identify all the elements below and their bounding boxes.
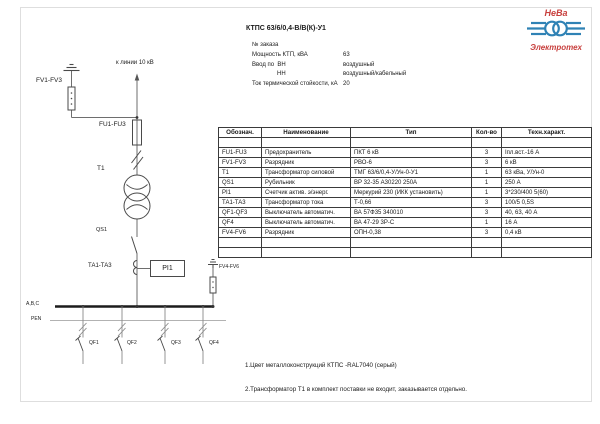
cell-char: 3*230/400 5(60) xyxy=(502,188,592,198)
drawing-title: КТПС 63/6/0,4-В/В(К)-У1 xyxy=(246,25,326,32)
cell-name: Выключатель автоматич. xyxy=(262,208,351,218)
table-empty-row xyxy=(219,138,592,148)
table-row xyxy=(219,218,592,228)
cell-name: Выключатель автоматич. xyxy=(262,218,351,228)
t1-label: Т1 xyxy=(97,165,105,172)
table-row xyxy=(219,198,592,208)
table-empty-row xyxy=(219,238,592,248)
meter-pi1-box: PI1 xyxy=(150,260,185,277)
cell-qty: 3 xyxy=(472,208,502,218)
table-row xyxy=(219,158,592,168)
cell-char: 63 кВа, У/Ун-0 xyxy=(502,168,592,178)
line-arrow-icon xyxy=(135,74,140,81)
cell-char: 0,4 кВ xyxy=(502,228,592,238)
feeder-qf1 xyxy=(76,307,87,365)
cell-designation: PI1 xyxy=(219,188,262,198)
cell-designation: Т1 xyxy=(219,168,262,178)
logo-name-bottom: Электротех xyxy=(530,43,582,52)
cell-name: Разрядник xyxy=(262,228,351,238)
transformer-circles-icon xyxy=(527,18,585,39)
feeder-qf2 xyxy=(115,307,126,365)
table-header-row xyxy=(219,128,592,138)
cell-designation: FU1-FU3 xyxy=(219,148,262,158)
cell-designation: ТА1-ТА3 xyxy=(219,198,262,208)
switch-qs1-icon xyxy=(132,237,138,254)
fu1-fu3-label: FU1-FU3 xyxy=(99,121,126,128)
surge-arrester-fv4-icon xyxy=(210,277,216,293)
col-characteristics: Техн.характ. xyxy=(502,128,592,138)
input-nn-value: воздушный/кабельный xyxy=(343,71,407,77)
cell-char: 250 А xyxy=(502,178,592,188)
cell-designation: FV4-FV6 xyxy=(219,228,262,238)
cell-char: Iпл.вст.-16 А xyxy=(502,148,592,158)
col-type: Тип xyxy=(351,128,472,138)
fv4-fv6-label: FV4-FV6 xyxy=(219,264,240,270)
table-empty-row xyxy=(219,248,592,258)
cell-designation: FV1-FV3 xyxy=(219,158,262,168)
qf1-label: QF1 xyxy=(89,340,99,346)
feeder-qf3 xyxy=(158,307,169,365)
cell-name: Трансформатор силовой xyxy=(262,168,351,178)
cell-qty: 1 xyxy=(472,168,502,178)
company-logo xyxy=(524,9,588,52)
cell-type: ВА 57Ф35 340010 xyxy=(351,208,472,218)
input-nn-label: НН xyxy=(277,71,286,77)
cell-char: 6 кВ xyxy=(502,158,592,168)
cell-designation: QF1-QF3 xyxy=(219,208,262,218)
col-qty: Кол-во xyxy=(472,128,502,138)
qf3-label: QF3 xyxy=(171,340,181,346)
notes-block xyxy=(245,346,467,402)
cell-qty: 3 xyxy=(472,158,502,168)
cell-name: Предохранитель xyxy=(262,148,351,158)
feeder-qf4 xyxy=(196,307,207,365)
table-row xyxy=(219,208,592,218)
current-transformer-ta-icon xyxy=(134,261,137,275)
power-label: Мощность КТП, кВА xyxy=(252,52,308,58)
cell-designation: QS1 xyxy=(219,178,262,188)
cell-type: ПКТ 6 кВ xyxy=(351,148,472,158)
logo-name-top: НеВа xyxy=(544,8,568,18)
cell-char: 40, 63, 40 А xyxy=(502,208,592,218)
table-row xyxy=(219,178,592,188)
cell-type: ОПН-0,38 xyxy=(351,228,472,238)
qf4-label: QF4 xyxy=(209,340,219,346)
cell-type: Т-0,66 xyxy=(351,198,472,208)
line-10kv-label: к линии 10 кВ xyxy=(116,60,154,66)
power-value: 63 xyxy=(343,52,350,58)
surge-arrester-fv1-icon xyxy=(68,87,75,110)
qf2-label: QF2 xyxy=(127,340,137,346)
cell-qty: 3 xyxy=(472,198,502,208)
cell-type: ТМГ 63/6/0,4-У/Ун-0-У1 xyxy=(351,168,472,178)
input-vn-value: воздушный xyxy=(343,62,375,68)
col-designation: Обознач. xyxy=(219,128,262,138)
table-row xyxy=(219,148,592,158)
ta1-ta3-label: ТА1-ТА3 xyxy=(88,263,112,269)
cell-type: Меркурий 230 (ИКК установить) xyxy=(351,188,472,198)
cell-type: ВР 32-35 А30220 250А xyxy=(351,178,472,188)
cell-char: 100/5 0,5S xyxy=(502,198,592,208)
order-label: № заказа xyxy=(252,42,279,48)
equipment-spec-table xyxy=(218,127,592,258)
note-1: 1.Цвет металлоконструкций КТПС -RAL7040 (серый) xyxy=(245,362,397,369)
cell-name: Рубильник xyxy=(262,178,351,188)
cell-name: Трансформатор тока xyxy=(262,198,351,208)
ground-icon xyxy=(64,65,80,71)
cell-name: Разрядник xyxy=(262,158,351,168)
table-row xyxy=(219,168,592,178)
input-vn-label: Ввод по ВН xyxy=(252,62,286,68)
cell-qty: 3 xyxy=(472,228,502,238)
ground-fv4-icon xyxy=(208,260,218,269)
cell-type: РВО-6 xyxy=(351,158,472,168)
cell-qty: 1 xyxy=(472,178,502,188)
table-row xyxy=(219,228,592,238)
cell-designation: QF4 xyxy=(219,218,262,228)
thermal-value: 20 xyxy=(343,81,350,87)
pen-label: PEN xyxy=(31,316,42,322)
table-row xyxy=(219,188,592,198)
abc-bus-label: А,В,С xyxy=(26,301,40,307)
col-name: Наименование xyxy=(262,128,351,138)
cell-qty: 1 xyxy=(472,188,502,198)
fv1-fv3-label: FV1-FV3 xyxy=(36,77,63,84)
cell-name: Счетчик актив. э/энерг. xyxy=(262,188,351,198)
qs1-label: QS1 xyxy=(96,227,108,233)
cell-char: 16 А xyxy=(502,218,592,228)
cell-qty: 3 xyxy=(472,148,502,158)
note-2: 2.Трансформатор Т1 в комплект поставки не входит, заказывается отдельно. xyxy=(245,386,467,393)
thermal-label: Ток термической стойкости, кА xyxy=(252,81,338,87)
cell-qty: 1 xyxy=(472,218,502,228)
transformer-t1-icon xyxy=(124,175,150,219)
cell-type: ВА 47-29 3Р-С xyxy=(351,218,472,228)
